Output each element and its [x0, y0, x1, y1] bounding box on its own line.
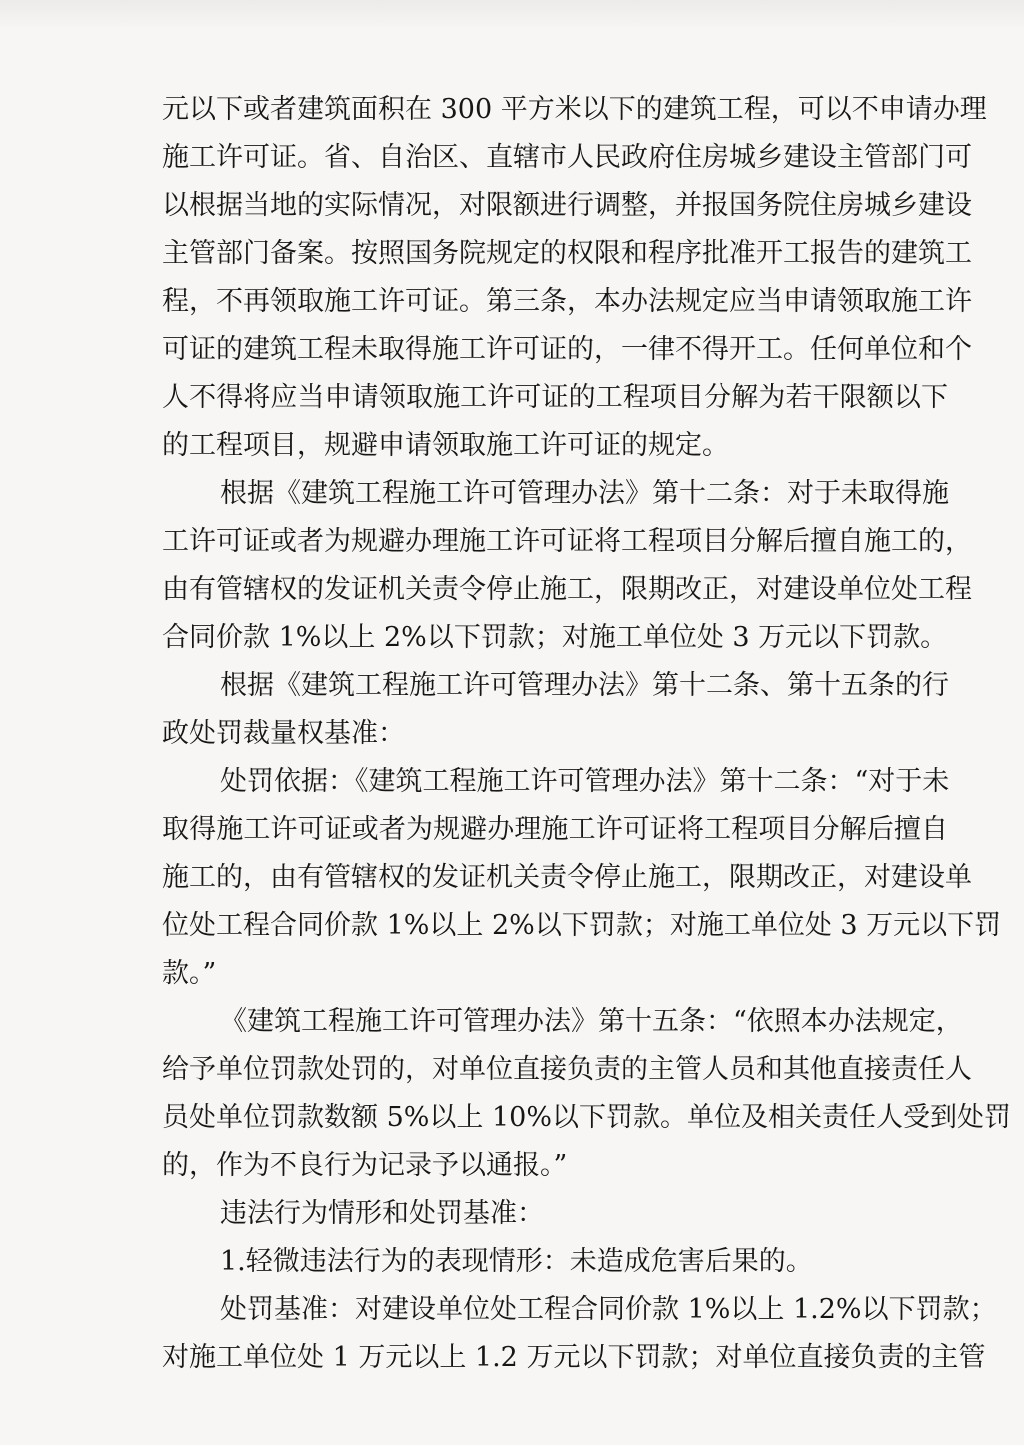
text-line: 根据《建筑工程施工许可管理办法》第十二条、第十五条的行 [220, 670, 949, 701]
text-line: 的，作为不良行为记录予以通报。” [162, 1150, 568, 1181]
text-line: 款。” [162, 958, 217, 989]
text-line: 施工许可证。省、自治区、直辖市人民政府住房城乡建设主管部门可 [162, 142, 972, 173]
text-line: 可证的建筑工程未取得施工许可证的，一律不得开工。任何单位和个 [162, 334, 972, 365]
text-line: 员处单位罚款数额 5%以上 10%以下罚款。单位及相关责任人受到处罚 [162, 1102, 1012, 1133]
text-line: 《建筑工程施工许可管理办法》第十五条：“依照本办法规定， [220, 1006, 963, 1037]
text-line: 1.轻微违法行为的表现情形：未造成危害后果的。 [220, 1246, 813, 1277]
text-line: 由有管辖权的发证机关责令停止施工，限期改正，对建设单位处工程 [162, 574, 972, 605]
text-line: 施工的，由有管辖权的发证机关责令停止施工，限期改正，对建设单 [162, 862, 972, 893]
scan-edge-shadow [0, 0, 1024, 30]
text-line: 位处工程合同价款 1%以上 2%以下罚款；对施工单位处 3 万元以下罚 [162, 910, 1002, 941]
text-line: 主管部门备案。按照国务院规定的权限和程序批准开工报告的建筑工 [162, 238, 972, 269]
text-line: 以根据当地的实际情况，对限额进行调整，并报国务院住房城乡建设 [162, 190, 972, 221]
text-line: 程，不再领取施工许可证。第三条，本办法规定应当申请领取施工许 [162, 286, 972, 317]
text-line: 根据《建筑工程施工许可管理办法》第十二条：对于未取得施 [220, 478, 949, 509]
text-line: 对施工单位处 1 万元以上 1.2 万元以下罚款；对单位直接负责的主管 [162, 1342, 986, 1373]
text-line: 合同价款 1%以上 2%以下罚款；对施工单位处 3 万元以下罚款。 [162, 622, 948, 653]
text-line: 的工程项目，规避申请领取施工许可证的规定。 [162, 430, 729, 461]
document-body [162, 86, 1012, 1382]
text-line: 元以下或者建筑面积在 300 平方米以下的建筑工程，可以不申请办理 [162, 94, 987, 125]
text-line: 给予单位罚款处罚的，对单位直接负责的主管人员和其他直接责任人 [162, 1054, 972, 1085]
text-line: 处罚依据：《建筑工程施工许可管理办法》第十二条：“对于未 [220, 766, 950, 797]
text-line: 处罚基准：对建设单位处工程合同价款 1%以上 1.2%以下罚款； [220, 1294, 997, 1325]
text-line: 政处罚裁量权基准： [162, 718, 405, 749]
text-line: 工许可证或者为规避办理施工许可证将工程项目分解后擅自施工的， [162, 526, 972, 557]
text-line: 违法行为情形和处罚基准： [220, 1198, 544, 1229]
text-line: 人不得将应当申请领取施工许可证的工程项目分解为若干限额以下 [162, 382, 948, 413]
text-line: 取得施工许可证或者为规避办理施工许可证将工程项目分解后擅自 [162, 814, 948, 845]
